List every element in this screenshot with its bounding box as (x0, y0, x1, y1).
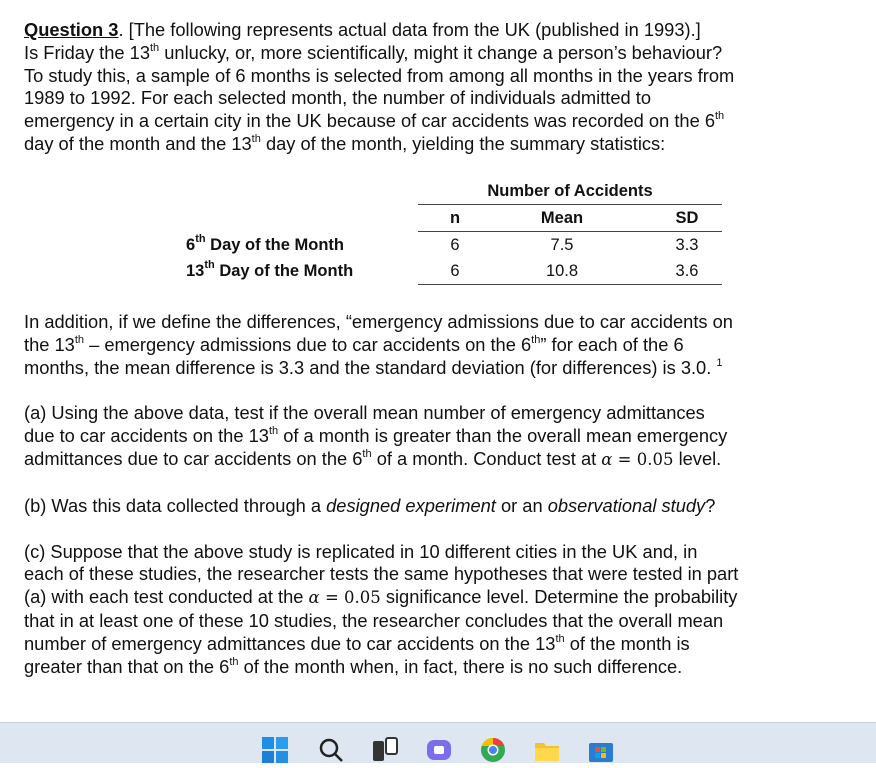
col-mean-header: Mean (492, 205, 632, 232)
question-body: In addition, if we define the differences, “emergency admissions due to car accidents on the 13th – emergency admissions due to car accidents on the 6th” for each of the 6 months, the mean difference is 3.3 and the standard deviation (for differences) is 3.0. $^1$ (a) Using the above data, test if the overall mean number of emergency admittances due to car accidents on the 13th of a month is greater than the overall mean emergency admittances due to car accidents on the 6th of a month. Conduct test at α = 0.05 level. (b) Was this data collected through a designed experiment or an observational study? (c) Suppose that the above study is replicated in 10 different cities in the UK and, in each of these studies, the researcher tests the same hypotheses that were tested in part (a) with each test conducted at the α = 0.05 significance level. Determine the probability that in at least one of these 10 studies, the researcher concludes that the overall mean number of emergency admittances due to car accidents on the 13th of the month is greater than that on the 6th of the month when, in fact, there is no such difference. (24, 311, 854, 678)
table-group-header-row (160, 178, 722, 205)
file-explorer-icon[interactable] (534, 737, 560, 768)
part-c: (c) Suppose that the above study is replicated in 10 different cities in the UK and, in (24, 540, 698, 562)
microsoft-store-icon[interactable] (588, 737, 614, 768)
chrome-icon[interactable] (480, 737, 506, 768)
col-sd-header: SD (632, 205, 722, 232)
col-n-header: n (418, 205, 492, 232)
table-row: 13th Day of the Month 6 10.8 3.6 (160, 258, 722, 285)
group-header: Number of Accidents (418, 178, 722, 205)
summary-statistics-table (160, 178, 722, 285)
taskbar (0, 722, 876, 763)
windows-start-icon[interactable] (262, 737, 288, 768)
table-row: 6th Day of the Month 6 7.5 3.3 (186, 232, 699, 254)
part-b: (b) Was this data collected through a designed experiment or an observational study? (24, 494, 716, 516)
part-a: (a) Using the above data, test if the overall mean number of emergency admittances (24, 402, 705, 424)
question-text: Question 3. [The following represents actual data from the UK (published in 1993).] Is Friday the 13th unlucky, or, more scientifically, might it change a person’s behaviour? To study this, a sample of 6 months is selected from among all months in the years from 1989 to 1992. For each selected month, the number of individuals admitted to emergency in a certain city in the UK because of car accidents was recorded on the 6th day of the month and the 13th day of the month, yielding the summary statistics: (24, 19, 854, 156)
task-view-icon[interactable] (372, 737, 398, 768)
question-title: Question 3 (24, 19, 119, 40)
search-icon[interactable] (318, 737, 344, 768)
footnote-ref: 1 (716, 356, 723, 369)
table-header-row (160, 205, 722, 232)
teams-chat-icon[interactable] (426, 737, 452, 768)
question-heading: Question 3. [The following represents actual data from the UK (published in 1993).] (24, 19, 701, 40)
